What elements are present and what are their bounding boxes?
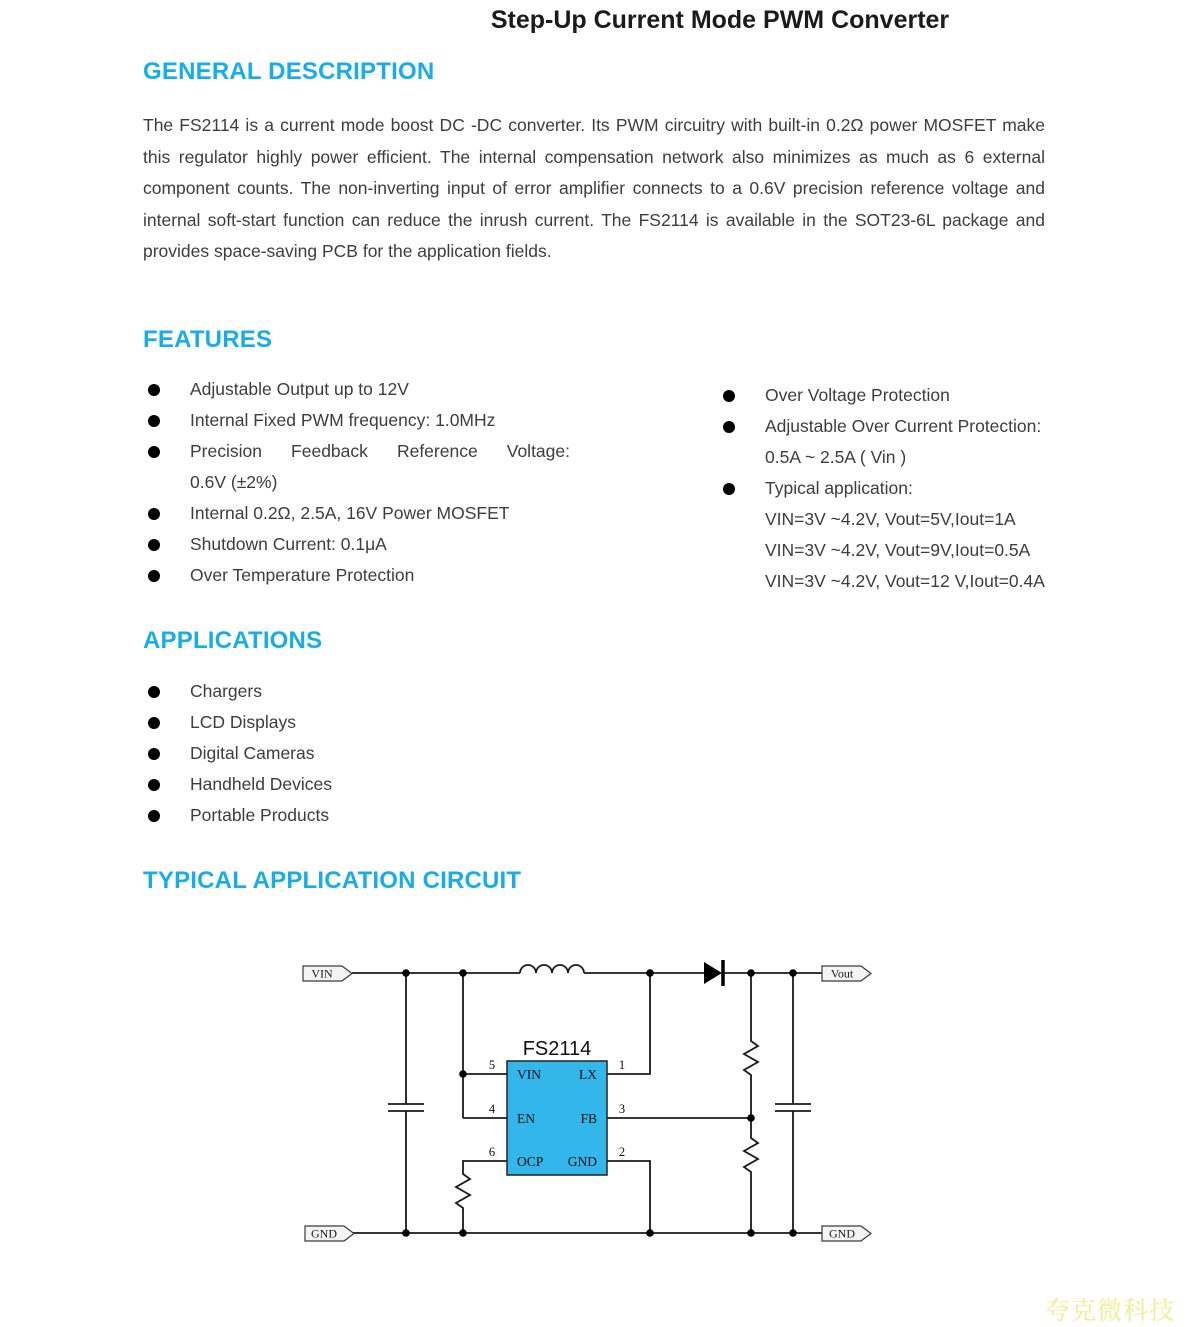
pin-label-en: EN [517,1111,535,1126]
ocp-resistor [456,1161,507,1233]
inductor-symbol [520,965,584,973]
heading-typical-application-circuit: TYPICAL APPLICATION CIRCUIT [143,867,522,894]
gnd-right-tag-label: GND [829,1226,855,1241]
applications-list [143,676,573,831]
junction-dot [402,1229,410,1237]
application-item [143,676,573,707]
feature-item-label: Over Temperature Protection [190,565,415,585]
bullet-icon [148,686,160,698]
junction-dot [747,1114,755,1122]
pin-label-gnd: GND [567,1154,597,1169]
application-item-label: Portable Products [190,805,330,825]
general-description-paragraph: The FS2114 is a current mode boost DC -DC converter. Its PWM circuitry with built-in 0.2Ω power MOSFET make this regulator highly power efficient. The internal compensation network also minimizes as much as 6 external component counts. The non-inverting input of error amplifier connects to a 0.6V precision reference voltage and internal soft-start function can reduce the inrush current. The FS2114 is available in the SOT23-6L package and provides space-saving PCB for the application fields. [143,115,1045,261]
feature-item [143,498,570,529]
feature-item [143,374,570,405]
features-left-column [143,374,570,591]
pin-number-3: 3 [618,1102,626,1116]
page-title: Step-Up Current Mode PWM Converter [490,6,950,34]
pin-number-6: 6 [488,1145,496,1159]
bullet-icon [148,748,160,760]
junction-dot [747,1229,755,1237]
feature-item-label: Adjustable Over Current Protection: [765,416,1042,436]
feature-item-label: VIN=3V ~4.2V, Vout=9V,Iout=0.5A [765,540,1031,560]
chip-label: FS2114 [522,1038,592,1060]
bullet-icon [148,539,160,551]
application-item-label: LCD Displays [190,712,296,732]
pin-label-ocp: OCP [517,1154,544,1169]
feature-item [143,467,570,498]
feature-item-label: Internal 0.2Ω, 2.5A, 16V Power MOSFET [190,503,510,523]
feature-item-label: Internal Fixed PWM frequency: 1.0MHz [190,410,496,430]
heading-applications: APPLICATIONS [143,627,323,654]
bullet-icon [723,421,735,433]
application-item-label: Chargers [190,681,262,701]
bullet-icon [723,390,735,402]
pin-number-5: 5 [488,1058,496,1072]
pin-number-2: 2 [618,1145,626,1159]
feature-item-label: VIN=3V ~4.2V, Vout=5V,Iout=1A [765,509,1016,529]
feature-item-label: Precision Feedback Reference Voltage: [190,441,570,461]
feature-item-label: Shutdown Current: 0.1μA [190,534,387,554]
bullet-icon [148,384,160,396]
application-item [143,707,573,738]
heading-features: FEATURES [143,326,273,353]
vout-tag-label: Vout [830,966,854,981]
bullet-icon [148,570,160,582]
features-right-column [718,380,1113,597]
feature-item [143,436,570,467]
feature-item-label: 0.5A ~ 2.5A ( Vin ) [765,447,907,467]
feature-item [718,380,1113,411]
feature-item [718,473,1113,504]
application-item-label: Handheld Devices [190,774,333,794]
bullet-icon [148,810,160,822]
pin-label-vin: VIN [517,1067,541,1082]
application-item [143,769,573,800]
application-item-label: Digital Cameras [190,743,315,763]
application-item [143,738,573,769]
feature-item [718,504,1113,535]
junction-dot [402,969,410,977]
feature-item-label: Typical application: [765,478,913,498]
pin-number-1: 1 [618,1058,626,1072]
application-item [143,800,573,831]
junction-dot [646,969,654,977]
feature-item [143,405,570,436]
bullet-icon [723,483,735,495]
junction-dot [747,969,755,977]
feedback-resistor-lower [744,1118,758,1233]
junction-dot [459,969,467,977]
pin-number-4: 4 [488,1102,496,1116]
pin-label-fb: FB [580,1111,597,1126]
feature-item-label: VIN=3V ~4.2V, Vout=12 V,Iout=0.4A [765,571,1045,591]
lx-wire [607,973,650,1074]
feature-item [718,442,1113,473]
gnd-left-tag-label: GND [311,1226,337,1241]
feature-item [143,529,570,560]
junction-dot [459,1070,467,1078]
feature-item-label: Over Voltage Protection [765,385,950,405]
heading-general-description: GENERAL DESCRIPTION [143,58,435,85]
bullet-icon [148,508,160,520]
pin-label-lx: LX [579,1067,597,1082]
feature-item-label: 0.6V (±2%) [190,472,278,492]
bullet-icon [148,415,160,427]
feature-item [718,411,1113,442]
junction-dot [789,1229,797,1237]
feature-item-label: Adjustable Output up to 12V [190,379,409,399]
bullet-icon [148,717,160,729]
junction-dot [646,1229,654,1237]
application-circuit-diagram [290,935,890,1255]
gnd-pin-wire [607,1161,650,1233]
junction-dot [459,1229,467,1237]
features-section [143,374,1143,591]
feature-item [718,535,1113,566]
feedback-resistor-upper [744,973,758,1118]
vin-tag-label: VIN [311,966,333,981]
bullet-icon [148,446,160,458]
diode-symbol [704,962,722,984]
watermark-text: 夸克微科技 [1045,1297,1176,1325]
bullet-icon [148,779,160,791]
feature-item [143,560,570,591]
junction-dot [789,969,797,977]
feature-item [718,566,1113,597]
